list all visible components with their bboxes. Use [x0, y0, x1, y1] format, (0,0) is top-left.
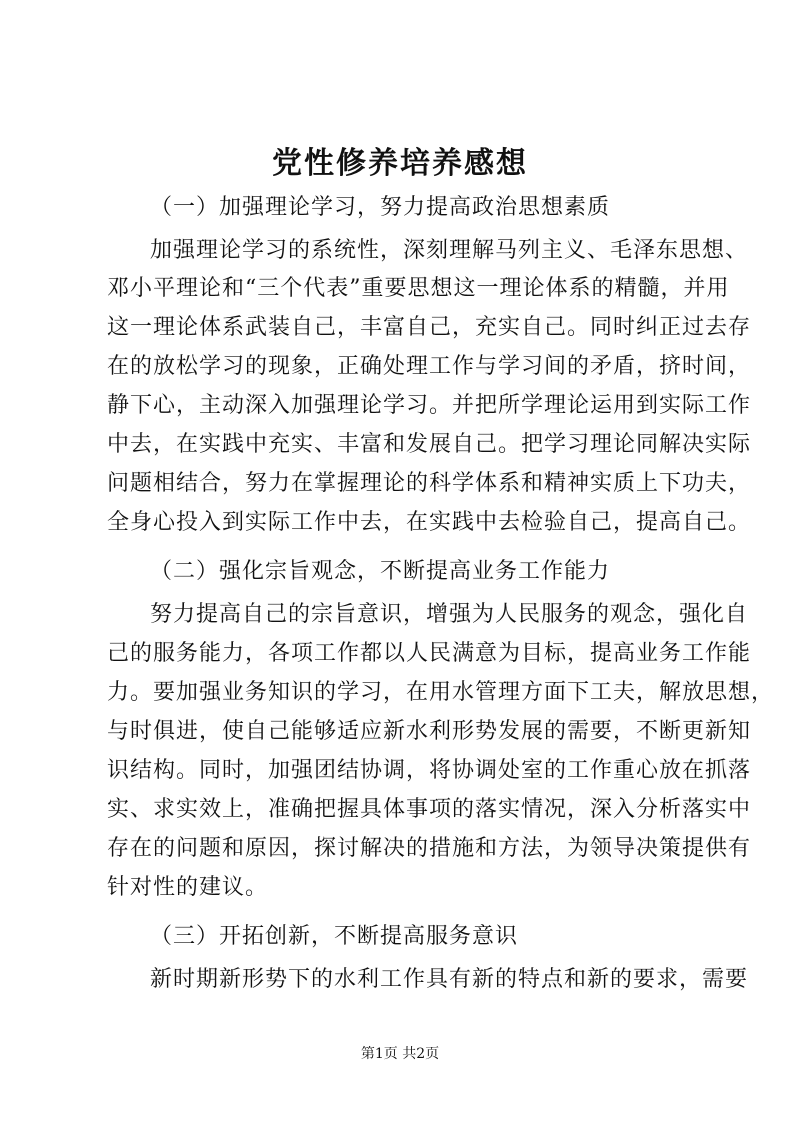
paragraph-line: 这一理论体系武装自己，丰富自己，充实自己。同时纠正过去存 — [107, 315, 752, 340]
section-heading-3: （三）开拓创新，不断提高服务意识 — [150, 924, 519, 949]
paragraph-line: 静下心，主动深入加强理论学习。并把所学理论运用到实际工作 — [107, 393, 752, 418]
paragraph-line: 力。要加强业务知识的学习，在用水管理方面下工夫，解放思想， — [107, 680, 775, 705]
paragraph-line: 在的放松学习的现象，正确处理工作与学习间的矛盾，挤时间， — [107, 354, 752, 379]
paragraph-line: 新时期新形势下的水利工作具有新的特点和新的要求，需要 — [150, 967, 749, 992]
paragraph-line: 针对性的建议。 — [107, 875, 269, 900]
paragraph-line: 与时俱进，使自己能够适应新水利形势发展的需要，不断更新知 — [107, 719, 752, 744]
paragraph-line: 中去，在实践中充实、丰富和发展自己。把学习理论同解决实际 — [107, 432, 752, 457]
section-heading-2: （二）强化宗旨观念，不断提高业务工作能力 — [150, 559, 611, 584]
paragraph-line: 努力提高自己的宗旨意识，增强为人民服务的观念，强化自 — [150, 602, 749, 627]
page-number: 第1页 共2页 — [360, 1046, 440, 1062]
paragraph-line: 全身心投入到实际工作中去，在实践中去检验自己，提高自己。 — [107, 510, 752, 535]
paragraph-line: 问题相结合，努力在掌握理论的科学体系和精神实质上下功夫， — [107, 471, 752, 496]
paragraph-line: 邓小平理论和“三个代表”重要思想这一理论体系的精髓，并用 — [107, 276, 730, 301]
paragraph-line: 加强理论学习的系统性，深刻理解马列主义、毛泽东思想、 — [150, 238, 749, 263]
paragraph-line: 己的服务能力，各项工作都以人民满意为目标，提高业务工作能 — [107, 641, 752, 666]
paragraph-line: 识结构。同时，加强团结协调，将协调处室的工作重心放在抓落 — [107, 758, 752, 783]
section-heading-1: （一）加强理论学习，努力提高政治思想素质 — [150, 195, 611, 220]
paragraph-line: 实、求实效上，准确把握具体事项的落实情况，深入分析落实中 — [107, 797, 752, 822]
paragraph-line: 存在的问题和原因，探讨解决的措施和方法，为领导决策提供有 — [107, 836, 752, 861]
document-title: 党性修养培养感想 — [272, 146, 528, 181]
